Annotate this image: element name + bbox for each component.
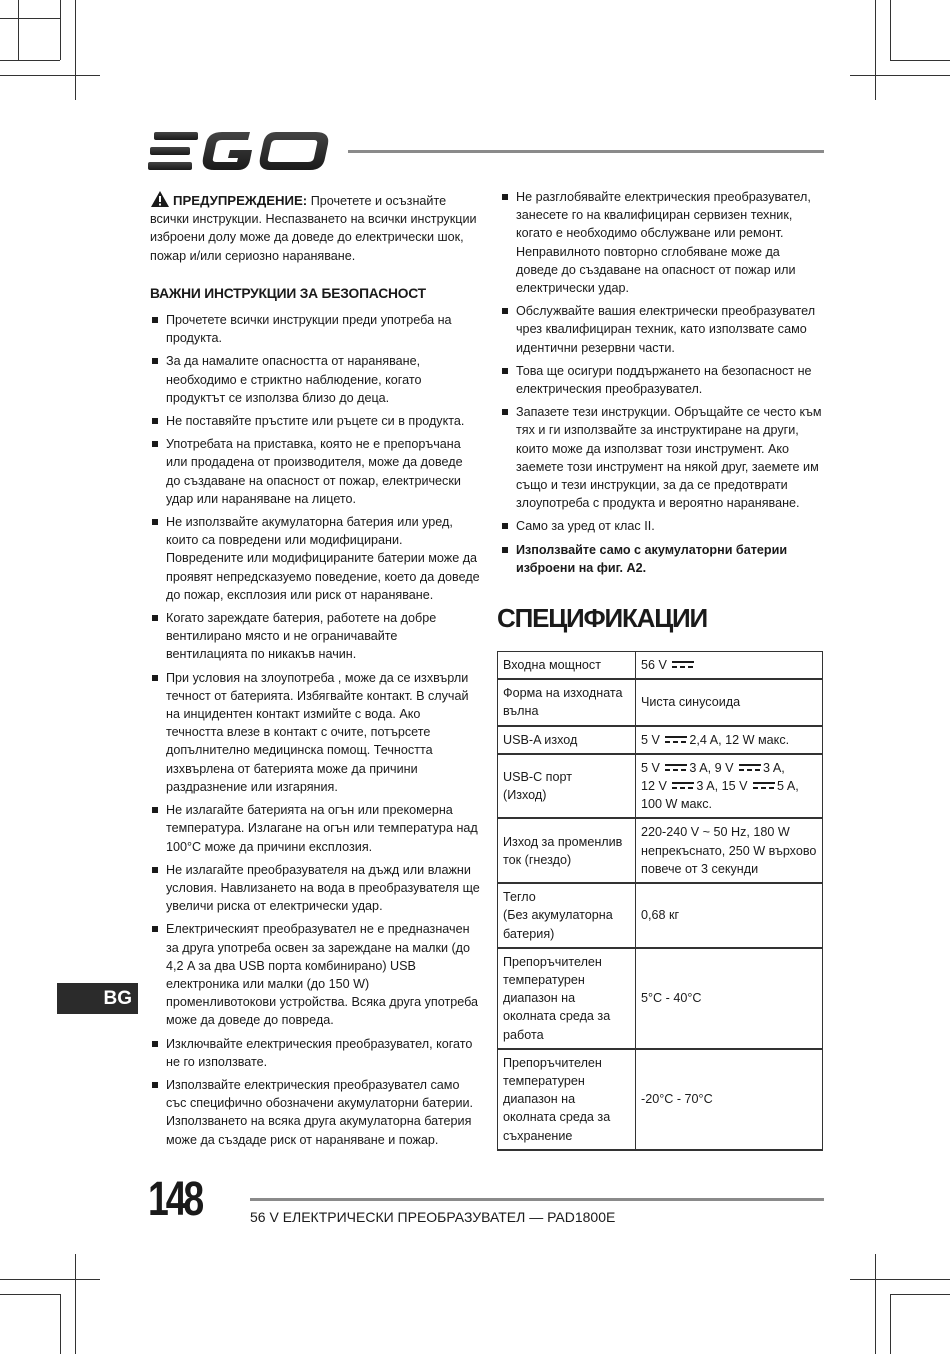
spec-label: Входна мощност (498, 652, 636, 680)
spec-value: 220-240 V ~ 50 Hz, 180 W непрекъснато, 250 W върхово повече от 3 секунди (636, 818, 823, 883)
spec-value: Чиста синусоида (636, 679, 823, 725)
crop-mark (890, 1294, 950, 1295)
crop-mark (0, 1294, 60, 1295)
list-item: Не поставяйте пръстите или ръцете си в продукта. (150, 412, 480, 430)
ego-logo (148, 130, 332, 172)
list-item: Изключвайте електрическия преобразувател, когато не го използвате. (150, 1035, 480, 1071)
header-rule (348, 150, 824, 153)
warning-text: Прочетете и осъзнайте всички инструкции. Неспазването на всички инструкции изброени долу може да доведе до електрически шок, пожар и/или сериозно нараняване. (150, 194, 477, 263)
language-tab: BG (57, 983, 138, 1014)
crop-mark (75, 1254, 76, 1354)
crop-mark (850, 75, 950, 76)
table-row (498, 1049, 823, 1150)
list-item: Прочетете всички инструкции преди употреба на продукта. (150, 311, 480, 347)
crop-mark (0, 18, 60, 19)
dc-symbol-icon (739, 764, 761, 772)
list-item: Обслужвайте вашия електрически преобразувател чрез квалифициран техник, като използвате само идентични резервни части. (500, 302, 824, 357)
list-item: Електрическият преобразувател не е предназначен за друга употреба освен за зареждане на малки (до 4,2 A за два USB порта комбинирано) USB електроника или малки (до 150 W) променливотокови устройства. Всяка друга употреба може да доведе до повреда. (150, 920, 480, 1029)
safety-list-continued (500, 188, 824, 577)
crop-mark (890, 0, 891, 60)
crop-mark (850, 1279, 950, 1280)
safety-list (150, 311, 480, 1149)
crop-mark (75, 0, 76, 100)
warning-title: ПРЕДУПРЕЖДЕНИЕ: (173, 193, 308, 208)
list-item: Само за уред от клас II. (500, 517, 824, 535)
spec-value: 5 V 2,4 A, 12 W макс. (636, 726, 823, 754)
specifications-heading: СПЕЦИФИКАЦИИ (497, 603, 707, 634)
crop-mark (0, 1279, 100, 1280)
dc-symbol-icon (753, 782, 775, 790)
crop-mark (60, 1294, 61, 1354)
list-item: Когато зареждате батерия, работете на добре вентилирано място и не ограничавайте вентилацията по никакъв начин. (150, 609, 480, 664)
list-item-bold: Използвайте само с акумулаторни батерии изброени на фиг. A2. (500, 541, 824, 577)
safety-heading: ВАЖНИ ИНСТРУКЦИИ ЗА БЕЗОПАСНОСТ (150, 285, 426, 301)
spec-label: USB-C порт (Изход) (498, 754, 636, 819)
spec-label: Препоръчителен температурен диапазон на околната среда за работа (498, 948, 636, 1049)
footer-rule (250, 1198, 824, 1201)
specifications-table (497, 651, 823, 1151)
dc-symbol-icon (672, 661, 694, 669)
list-item: Не разглобявайте електрическия преобразувател, занесете го на квалифициран сервизен техник, когато е необходимо обслужване или ремонт. Неправилното повторно сглобяване може да доведе до създаване на опасност от пожар или електрически удар. (500, 188, 824, 297)
footer-title: 56 V ЕЛЕКТРИЧЕСКИ ПРЕОБРАЗУВАТЕЛ — PAD1800E (250, 1209, 616, 1225)
spec-value: 5 V 3 A, 9 V 3 A, 12 V 3 A, 15 V 5 A, 100 W макс. (636, 754, 823, 819)
crop-mark (60, 0, 61, 60)
list-item: Не излагайте преобразувателя на дъжд или влажни условия. Навлизането на вода в преобразувателя ще увеличи риска от електрически удар. (150, 861, 480, 916)
crop-mark (875, 0, 876, 100)
list-item: Употребата на приставка, която не е препоръчана или продадена от производителя, може да доведе до създаване на опасност от пожар, електрически удар или нараняване на лицето. (150, 435, 480, 508)
table-row (498, 883, 823, 948)
table-row (498, 754, 823, 819)
list-item: Запазете тези инструкции. Обръщайте се често към тях и ги използвайте за инструктиране на други, които може да използват този инструмент. Ако заемете този инструмент на някой друг, заемете им също и тези инструкции, за да се предотврати злоупотреба с продукта и вероятно нараняване. (500, 403, 824, 512)
list-item: За да намалите опасността от нараняване, необходимо е стриктно наблюдение, когато продуктът се използва близо до деца. (150, 352, 480, 407)
spec-label: USB-A изход (498, 726, 636, 754)
table-row (498, 818, 823, 883)
table-row (498, 652, 823, 680)
spec-label: Форма на изходната вълна (498, 679, 636, 725)
spec-label: Тегло (Без акумулаторна батерия) (498, 883, 636, 948)
left-column (150, 190, 480, 1154)
crop-mark (0, 60, 60, 61)
list-item: Не използвайте акумулаторна батерия или уред, които са повредени или модифицирани. Повредените или модифицираните батерии може да проявят непредсказуемо поведение, което да доведе до пожар, експлозия или риск от нараняване. (150, 513, 480, 604)
crop-mark (18, 0, 19, 60)
dc-symbol-icon (672, 782, 694, 790)
spec-value: -20°C - 70°C (636, 1049, 823, 1150)
page-number: 148 (148, 1173, 202, 1226)
spec-value: 0,68 кг (636, 883, 823, 948)
table-row (498, 726, 823, 754)
spec-value: 5°C - 40°C (636, 948, 823, 1049)
spec-value: 56 V (636, 652, 823, 680)
dc-symbol-icon (665, 736, 687, 744)
spec-label: Изход за променлив ток (гнездо) (498, 818, 636, 883)
list-item: Не излагайте батерията на огън или прекомерна температура. Излагане на огън или температура над 100°C може да причини експлозия. (150, 801, 480, 856)
warning-triangle-icon (150, 190, 170, 208)
crop-mark (890, 60, 950, 61)
crop-mark (890, 1294, 891, 1354)
right-column (497, 188, 824, 1151)
list-item: Използвайте електрическия преобразувател само със специфично обозначени акумулаторни батерии. Използването на всяка друга акумулаторна батерия може да създаде риск от нараняване и пожар. (150, 1076, 480, 1149)
list-item: При условия на злоупотреба , може да се изхвърли течност от батерията. Избягвайте контакт. В случай на инцидентен контакт измийте с вода. Ако течността влезе в контакт с очите, потърсете допълнително медицинска помощ. Течността изхвърлена от батерията може да причини раздразнение или изгаряния. (150, 669, 480, 796)
list-item: Това ще осигури поддържането на безопасност не електрическия преобразувател. (500, 362, 824, 398)
spec-label: Препоръчителен температурен диапазон на околната среда за съхранение (498, 1049, 636, 1150)
dc-symbol-icon (665, 764, 687, 772)
table-row (498, 679, 823, 725)
table-row (498, 948, 823, 1049)
crop-mark (875, 1254, 876, 1354)
warning-paragraph (150, 190, 480, 265)
crop-mark (0, 75, 100, 76)
